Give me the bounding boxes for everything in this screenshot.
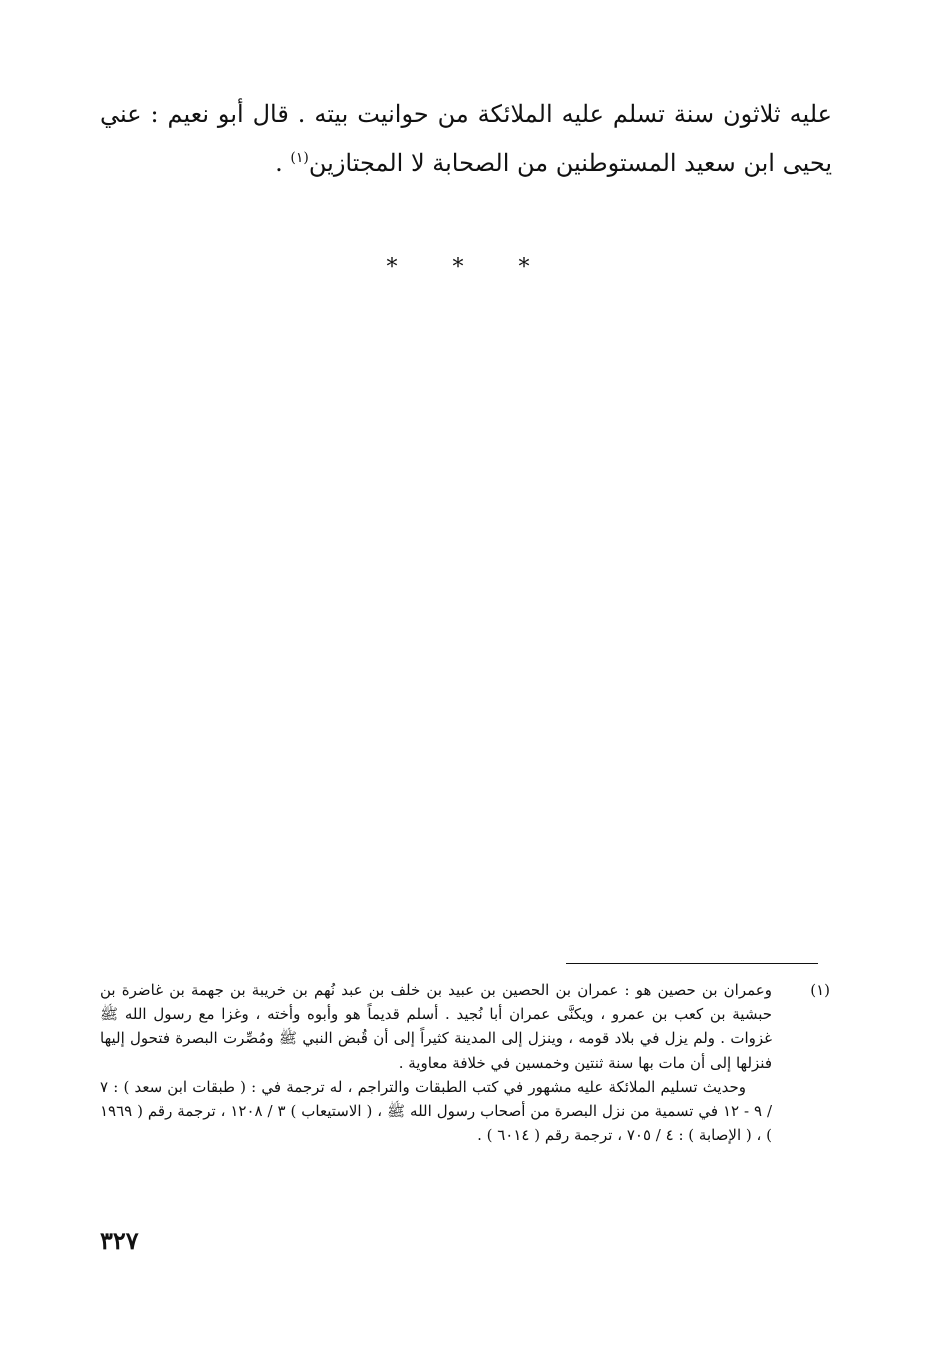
footnote-divider xyxy=(566,963,818,964)
footnote-item xyxy=(100,978,830,1147)
page-number: ٣٢٧ xyxy=(100,1226,139,1255)
footnote-paragraph-1: وعمران بن حصين هو : عمران بن الحصين بن عبيد بن خلف بن عبد نُهم بن خريبة بن جهمة بن غاضرة بن حبشية بن كعب بن عمرو ، ويكنَّى عمران أبا نُجيد . أسلم قديماً هو وأبوه وأخته ، وغزا مع رسول الله ﷺ غزوات . ولم يزل في بلاد قومه ، وينزل إلى المدينة كثيراً إلى أن قُبض النبي ﷺ ومُصِّرت البصرة فتحول إليها فنزلها إلى أن مات بها سنة ثنتين وخمسين في خلافة معاوية . xyxy=(100,981,772,1072)
main-paragraph xyxy=(100,92,832,185)
main-paragraph-text: عليه ثلاثون سنة تسلم عليه الملائكة من حوانيت بيته . قال أبو نعيم : عني يحيى ابن سعيد المستوطنين من الصحابة لا المجتازين xyxy=(100,100,832,177)
footnote-paragraph-2: وحديث تسليم الملائكة عليه مشهور في كتب الطبقات والتراجم ، له ترجمة في : ( طبقات ابن سعد ) : ٧ / ٩ - ١٢ في تسمية من نزل البصرة من أصحاب رسول الله ﷺ ، ( الاستيعاب ) ٣ / ١٢٠٨ ، ترجمة رقم ( ١٩٦٩ ) ، ( الإصابة ) : ٤ / ٧٠٥ ، ترجمة رقم ( ٦٠١٤ ) . xyxy=(100,1077,773,1145)
footnote-reference: (١) xyxy=(290,150,309,166)
footnote-number: (١) xyxy=(810,981,830,999)
main-text-block xyxy=(100,92,832,185)
paragraph-end-mark: . xyxy=(275,149,291,177)
footnotes-section xyxy=(100,978,830,1147)
section-separator: * * * xyxy=(386,255,554,280)
